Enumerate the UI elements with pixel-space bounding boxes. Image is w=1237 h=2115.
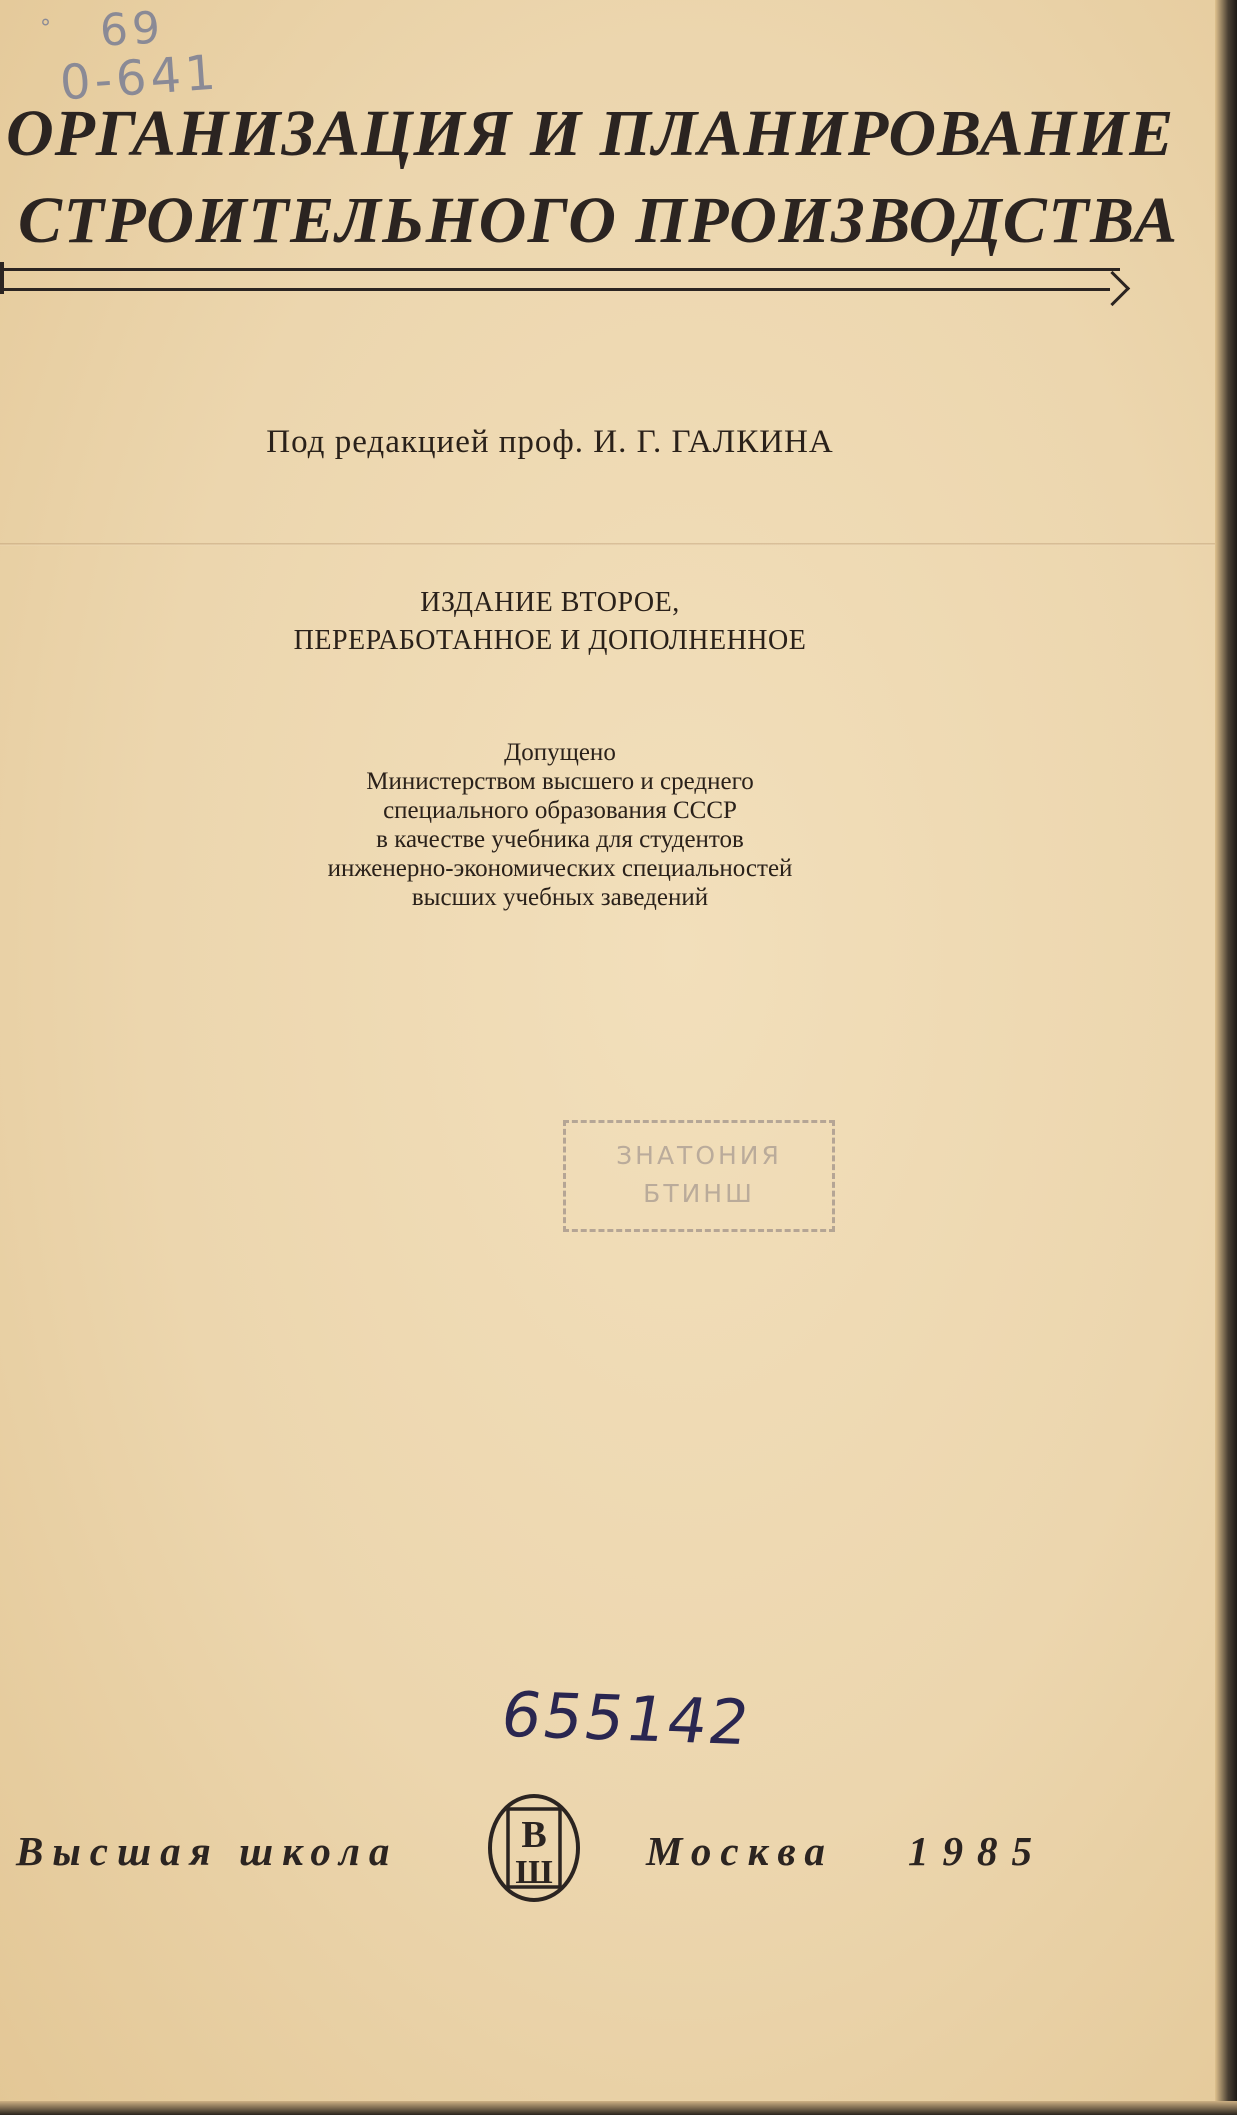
title-rule-upper — [0, 268, 1120, 271]
stamp-line-2: БТИНШ — [643, 1179, 755, 1208]
publisher-logo-icon — [486, 1793, 582, 1903]
svg-text:В: В — [521, 1814, 547, 1856]
edition-info — [0, 584, 1100, 660]
scan-edge-bottom — [0, 2101, 1237, 2115]
stamp-line-1: ЗНАТОНИЯ — [616, 1141, 782, 1170]
handwritten-call-number: 0-641 — [58, 44, 222, 112]
publisher-name: Высшая школа — [16, 1828, 399, 1874]
book-title-line-1: ОРГАНИЗАЦИЯ И ПЛАНИРОВАНИЕ — [6, 97, 1175, 170]
handwritten-accession-number: 655142 — [495, 1677, 758, 1760]
library-stamp — [563, 1120, 835, 1232]
approval-line: инженерно-экономических специальностей — [327, 855, 793, 882]
book-title-line-2: СТРОИТЕЛЬНОГО ПРОИЗВОДСТВА — [18, 184, 1179, 257]
approval-line: Допущено — [504, 739, 616, 766]
editor-line: Под редакцией проф. И. Г. ГАЛКИНА — [266, 424, 834, 460]
edition-line-1: ИЗДАНИЕ ВТОРОЕ, — [420, 587, 680, 618]
publication-year: 1985 — [908, 1828, 1046, 1874]
handwritten-mark: ° — [40, 16, 55, 41]
title-rule-lower — [0, 288, 1110, 291]
publication-city: Москва — [646, 1828, 834, 1874]
svg-text:Ш: Ш — [515, 1854, 553, 1891]
edition-line-2: ПЕРЕРАБОТАННОЕ И ДОПОЛНЕННОЕ — [293, 625, 807, 656]
approval-line: Министерством высшего и среднего — [366, 768, 754, 795]
approval-notice — [10, 738, 1110, 912]
scan-edge-right — [1215, 0, 1237, 2115]
handwritten-shelf-number: 69 — [98, 2, 166, 57]
approval-line: высших учебных заведений — [411, 884, 709, 911]
approval-line: в качестве учебника для студентов — [376, 826, 744, 853]
approval-line: специального образования СССР — [383, 797, 737, 824]
paper-fold — [0, 543, 1215, 546]
